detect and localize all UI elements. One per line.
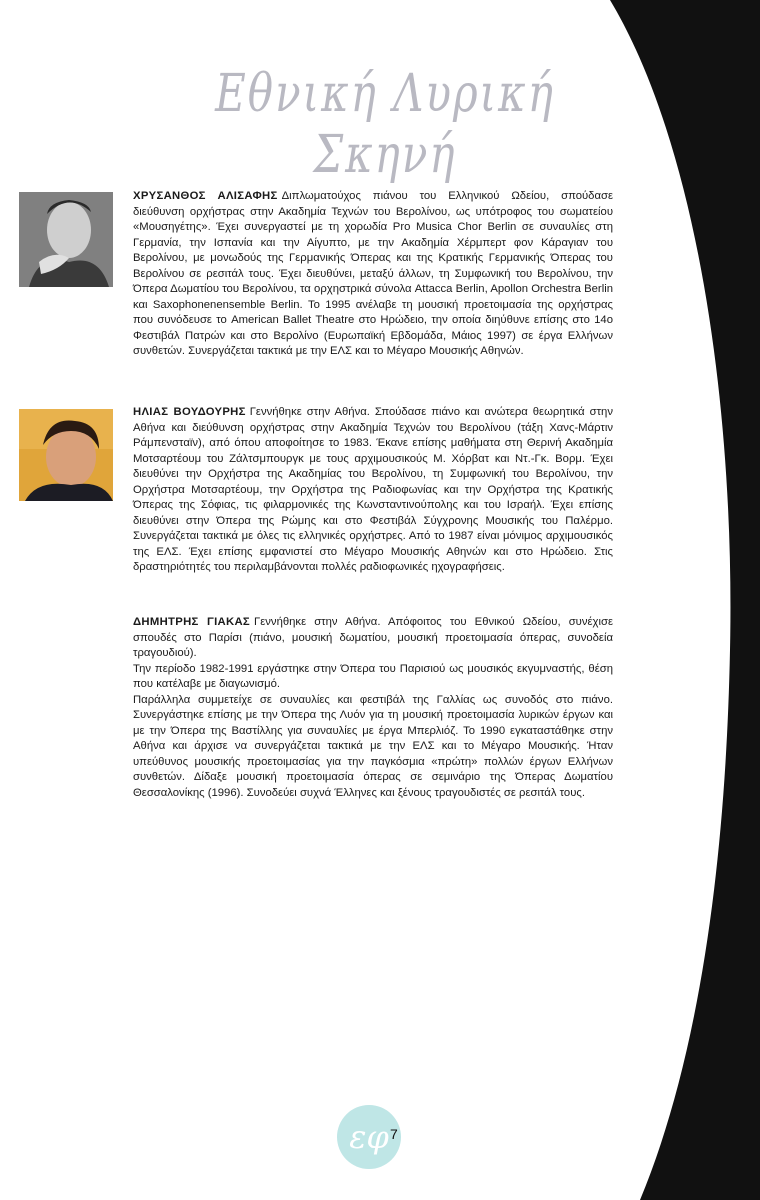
svg-text:εφ: εφ: [349, 1118, 389, 1156]
biography-voudouris: [133, 405, 613, 576]
bio-paragraph: Την περίοδο 1982-1991 εργάστηκε στην Όπερα του Παρισιού ως μουσικός εκγυμναστής, θέση που κατέλαβε με διαγωνισμό.: [133, 662, 613, 690]
biography-giakas: [133, 615, 613, 801]
biography-alisafis: [133, 189, 613, 360]
bio-name: ΗΛΙΑΣ ΒΟΥΔΟΥΡΗΣ: [133, 406, 246, 418]
bio-name: ΧΡΥΣΑΝΘΟΣ ΑΛΙΣΑΦΗΣ: [133, 190, 278, 202]
portrait-photo-voudouris: [19, 409, 113, 501]
bio-text: Γεννήθηκε στην Αθήνα. Σπούδασε πιάνο και ανώτερα θεωρητικά στην Αθήνα και διεύθυνση ορχήστρας στην Ακαδημία Τεχνών του Βερολίνου (τάξη Χανς-Μάρτιν Ράμπενσταϊν), από όπου αποφοίτησε το 1983. Έκανε επίσης μαθήματα στη Θερινή Ακαδημία Μοτσαρτέουμ του Ζάλτσμπουργκ με τους αρχιμουσικούς Μ. Χόρβατ και Ντ.-Γκ. Βορμ. Έχει διευθύνει την Ορχήστρα της Ακαδημίας του Βερολίνου, τη Συμφωνική του Βερολίνου, την Ορχήστρα Μοτσαρτέουμ, την Ορχήστρα της Ραδιοφωνίας και την Ορχήστρα της Κρατικής Όπερας της Σόφιας, τις φιλαρμονικές της Κωνσταντινούπολης και του Ισραήλ. Έχει επίσης διευθύνει στην Όπερα της Ρώμης και στο Φεστιβάλ Σύγχρονης Μουσικής του Παλέρμο. Συνεργάζεται τακτικά με όλες τις ελληνικές ορχήστρες. Από το 1987 είναι μόνιμος αρχιμουσικός της ΕΛΣ. Έχει επίσης εμφανιστεί στο Μέγαρο Μουσικής Αθηνών και στο Ηρώδειο. Στις δραστηριότητές του περιλαμβάνονται πολλές ραδιοφωνικές ηχογραφήσεις.: [133, 406, 613, 573]
page-title: Εθνική Λυρική Σκηνή: [215, 62, 555, 185]
bio-text: Διπλωματούχος πιάνου του Ελληνικού Ωδείου, σπούδασε διεύθυνση ορχήστρας στην Ακαδημία Τεχνών του Βερολίνου, ως υπότροφος του σωματείου «Μουσηγέτης». Έχει συνεργαστεί με τη χορωδία Pro Musica Chor Berlin σε συναυλίες στη Γερμανία, την Ισπανία και την Αίγυπτο, με την Ακαδημία Χέρμπερτ φον Κάραγιαν του Βερολίνου, με μονωδούς της Γερμανικής Όπερας και της Κρατικής Γερμανικής Όπερας του Βερολίνου σε ρεσιτάλ τους. Έχει διευθύνει, μεταξύ άλλων, τη Συμφωνική του Βερολίνου, την Όπερα Δωματίου του Βερολίνου, τα ορχηστρικά σύνολα Attacca Berlin, Apollon Orchestra Berlin και Saxophonenensemble Berlin. Το 1995 ανέλαβε τη μουσική προετοιμασία της ορχήστρας που συνόδευσε το American Ballet Theatre στο Ηρώδειο, την οποία διηύθυνε επίσης στο 14ο Φεστιβάλ Πατρών και στο Βερολίνο (Ευρωπαϊκή Εβδομάδα, Μάιος 1997) σε έργα Ελλήνων συνθετών. Συνεργάζεται τακτικά με την ΕΛΣ και το Μέγαρο Μουσικής Αθηνών.: [133, 190, 613, 357]
bio-name: ΔΗΜΗΤΡΗΣ ΓΙΑΚΑΣ: [133, 616, 251, 628]
page-number: 7: [390, 1126, 398, 1142]
bio-paragraph: Παράλληλα συμμετείχε σε συναυλίες και φεστιβάλ της Γαλλίας ως συνοδός στο πιάνο. Συνεργάστηκε επίσης με την Όπερα της Λυόν για τη μουσική προετοιμασία λυρικών έργων και με την Όπερα της Βαστίλλης για συναυλίες με έργα Μπερλιόζ. Το 1990 εγκαταστάθηκε στην Αθήνα και άρχισε να συνεργάζεται τακτικά με την ΕΛΣ και το Μέγαρο Μουσικής. Ήταν υπεύθυνος μουσικής προετοιμασίας για την παγκόσμια «πρώτη» πολλών έργων Ελλήνων συνθετών. Δίδαξε μουσική προετοιμασία όπερας σε σεμινάριο της Όπερας Δωματίου Θεσσαλονίκης (1996). Συνοδεύει συχνά Έλληνες και ξένους τραγουδιστές σε ρεσιτάλ τους.: [133, 693, 613, 799]
bio-text: Γεννήθηκε στην Αθήνα. Απόφοιτος του Εθνικού Ωδείου, συνέχισε σπουδές στο Παρίσι (πιάνο, μουσική δωματίου, μουσική προετοιμασία όπερας, συνοδεία τραγουδιού).: [133, 616, 613, 659]
portrait-photo-alisafis: [19, 192, 113, 287]
